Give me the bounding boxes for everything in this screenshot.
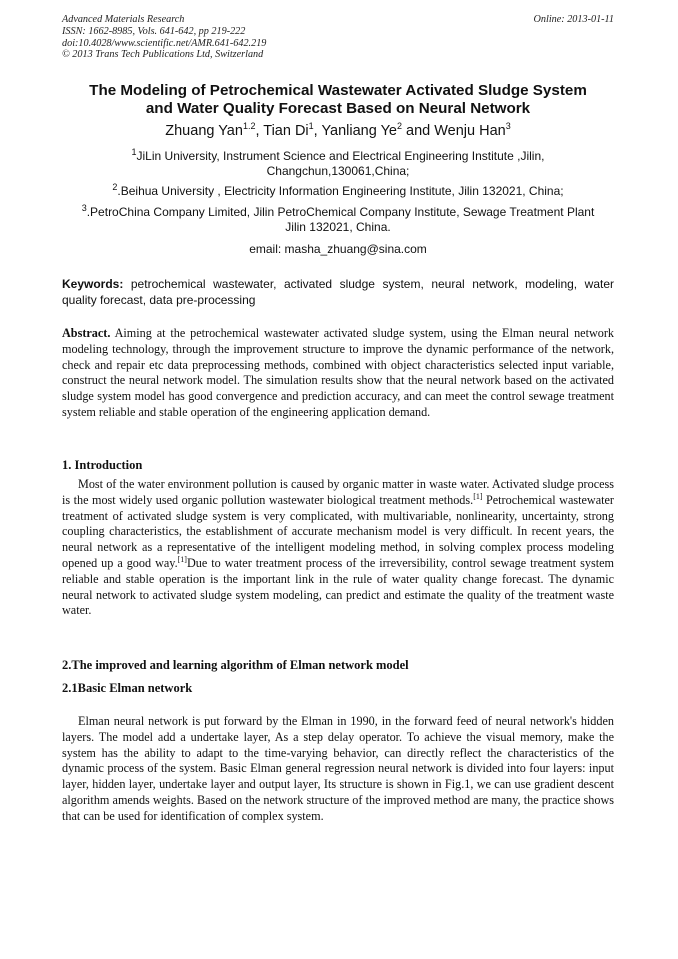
affiliation-mark: 1	[131, 147, 137, 157]
introduction-body	[62, 477, 614, 619]
author-name: Yanliang Ye	[321, 123, 397, 139]
citation-ref: [1]	[473, 491, 483, 501]
paragraph-text: Due to water treatment process of the irreversibility, control sewage treatment system reliable and stable operation is the important link in the rule of water quality change forecast. The dynamic neural network to activated sludge system modeling, can predict and estimate the quality of the treatment waste water.	[62, 555, 614, 618]
author-name: Zhuang Yan	[165, 123, 243, 139]
author-affiliation-mark: 1	[308, 121, 314, 132]
author-separator: ,	[313, 123, 322, 139]
author-affiliation-mark: 3	[505, 121, 511, 132]
affiliation-text: .Beihua University , Electricity Information Engineering Institute, Jilin 132021, China;	[117, 184, 564, 198]
affiliation-text: .PetroChina Company Limited, Jilin PetroChemical Company Institute, Sewage Treatment Plant	[86, 205, 595, 219]
abstract-text: Aiming at the petrochemical wastewater activated sludge system, using the Elman neural network modeling technology, through the improvement structure to improve the dynamic performance of the network, check and repair etc data preprocessing methods, combined with object characteristics selected input variable, construct the neural network model. The simulation results show that the neural network based on the activated sludge system model has good convergence and prediction accuracy, and can meet the control sewage treatment system reliable and stable operation of the engineering application demand.	[62, 326, 614, 419]
journal-copyright: © 2013 Trans Tech Publications Ltd, Switzerland	[62, 49, 264, 61]
title-line-2: and Water Quality Forecast Based on Neural Network	[145, 100, 531, 117]
abstract	[62, 326, 614, 421]
abstract-label: Abstract.	[62, 326, 111, 340]
author-name: Tian Di	[263, 123, 309, 139]
author-affiliation-mark: 1.2	[242, 121, 256, 132]
journal-doi: doi:10.4028/www.scientific.net/AMR.641-642.219	[62, 37, 267, 49]
affiliation-1	[62, 149, 614, 179]
author-separator: and	[402, 123, 435, 139]
contact-email: email: masha_zhuang@sina.com	[249, 242, 427, 256]
subsection-heading-basic-elman: 2.1Basic Elman network	[62, 681, 193, 695]
affiliation-2	[62, 184, 614, 199]
paper-title	[62, 82, 614, 118]
online-date: Online: 2013-01-11	[533, 14, 614, 25]
author-list	[62, 122, 614, 140]
citation-ref: [1]	[177, 554, 187, 564]
basic-elman-body	[62, 714, 614, 825]
paragraph-text: Petrochemical wastewater treatment of activated sludge system is very complicated, with multivariable, nonlinearity, uncertainty, strong coupling characteristics, the establishment of accurate mechanism model is very difficult. In recent years, the neural network as a representative of the intelligent modeling method, in solving complex process modeling opened up a good way.	[62, 492, 614, 570]
affiliation-text: Changchun,130061,China;	[266, 164, 410, 178]
journal-issn: ISSN: 1662-8985, Vols. 641-642, pp 219-222	[62, 25, 246, 37]
author-name: Wenju Han	[434, 123, 506, 139]
paragraph-text: Most of the water environment pollution is caused by organic matter in waste water. Activated sludge process is the most widely used organic pollution wastewater biological treatment methods.	[62, 477, 614, 507]
paragraph-text: Elman neural network is put forward by the Elman in 1990, in the forward feed of neural network's hidden layers. The model add a undertake layer, As a step delay operator. To achieve the visual memory, make the system has the ability to adapt to the time-varying behavior, can directly reflect the characteristics of the dynamic process of the system. Basic Elman general regression neural network is divided into four layers: input layer, hidden layer, undertake layer and output layer, Its structure is shown in Fig.1, we can use gradient descent algorithm amends weights. Based on the network structure of the improved method are many, the practice shows that can be used for identification of complex system.	[62, 714, 614, 823]
title-line-1: The Modeling of Petrochemical Wastewater Activated Sludge System	[89, 82, 587, 99]
affiliation-mark: 3	[81, 203, 87, 213]
affiliation-3	[62, 205, 614, 235]
affiliation-mark: 2	[112, 182, 118, 192]
keywords	[62, 277, 614, 308]
author-separator: ,	[255, 123, 264, 139]
affiliation-text: Jilin 132021, China.	[285, 220, 391, 234]
journal-header	[62, 14, 422, 61]
author-affiliation-mark: 2	[396, 121, 402, 132]
section-heading-elman-model: 2.The improved and learning algorithm of Elman network model	[62, 658, 409, 672]
keywords-label: Keywords:	[62, 277, 124, 291]
journal-name: Advanced Materials Research	[62, 14, 185, 25]
keywords-text: petrochemical wastewater, activated sludge system, neural network, modeling, water quality forecast, data pre-processing	[62, 277, 614, 307]
affiliation-text: JiLin University, Instrument Science and Electrical Engineering Institute ,Jilin,	[136, 149, 545, 163]
section-heading-introduction: 1. Introduction	[62, 458, 143, 472]
